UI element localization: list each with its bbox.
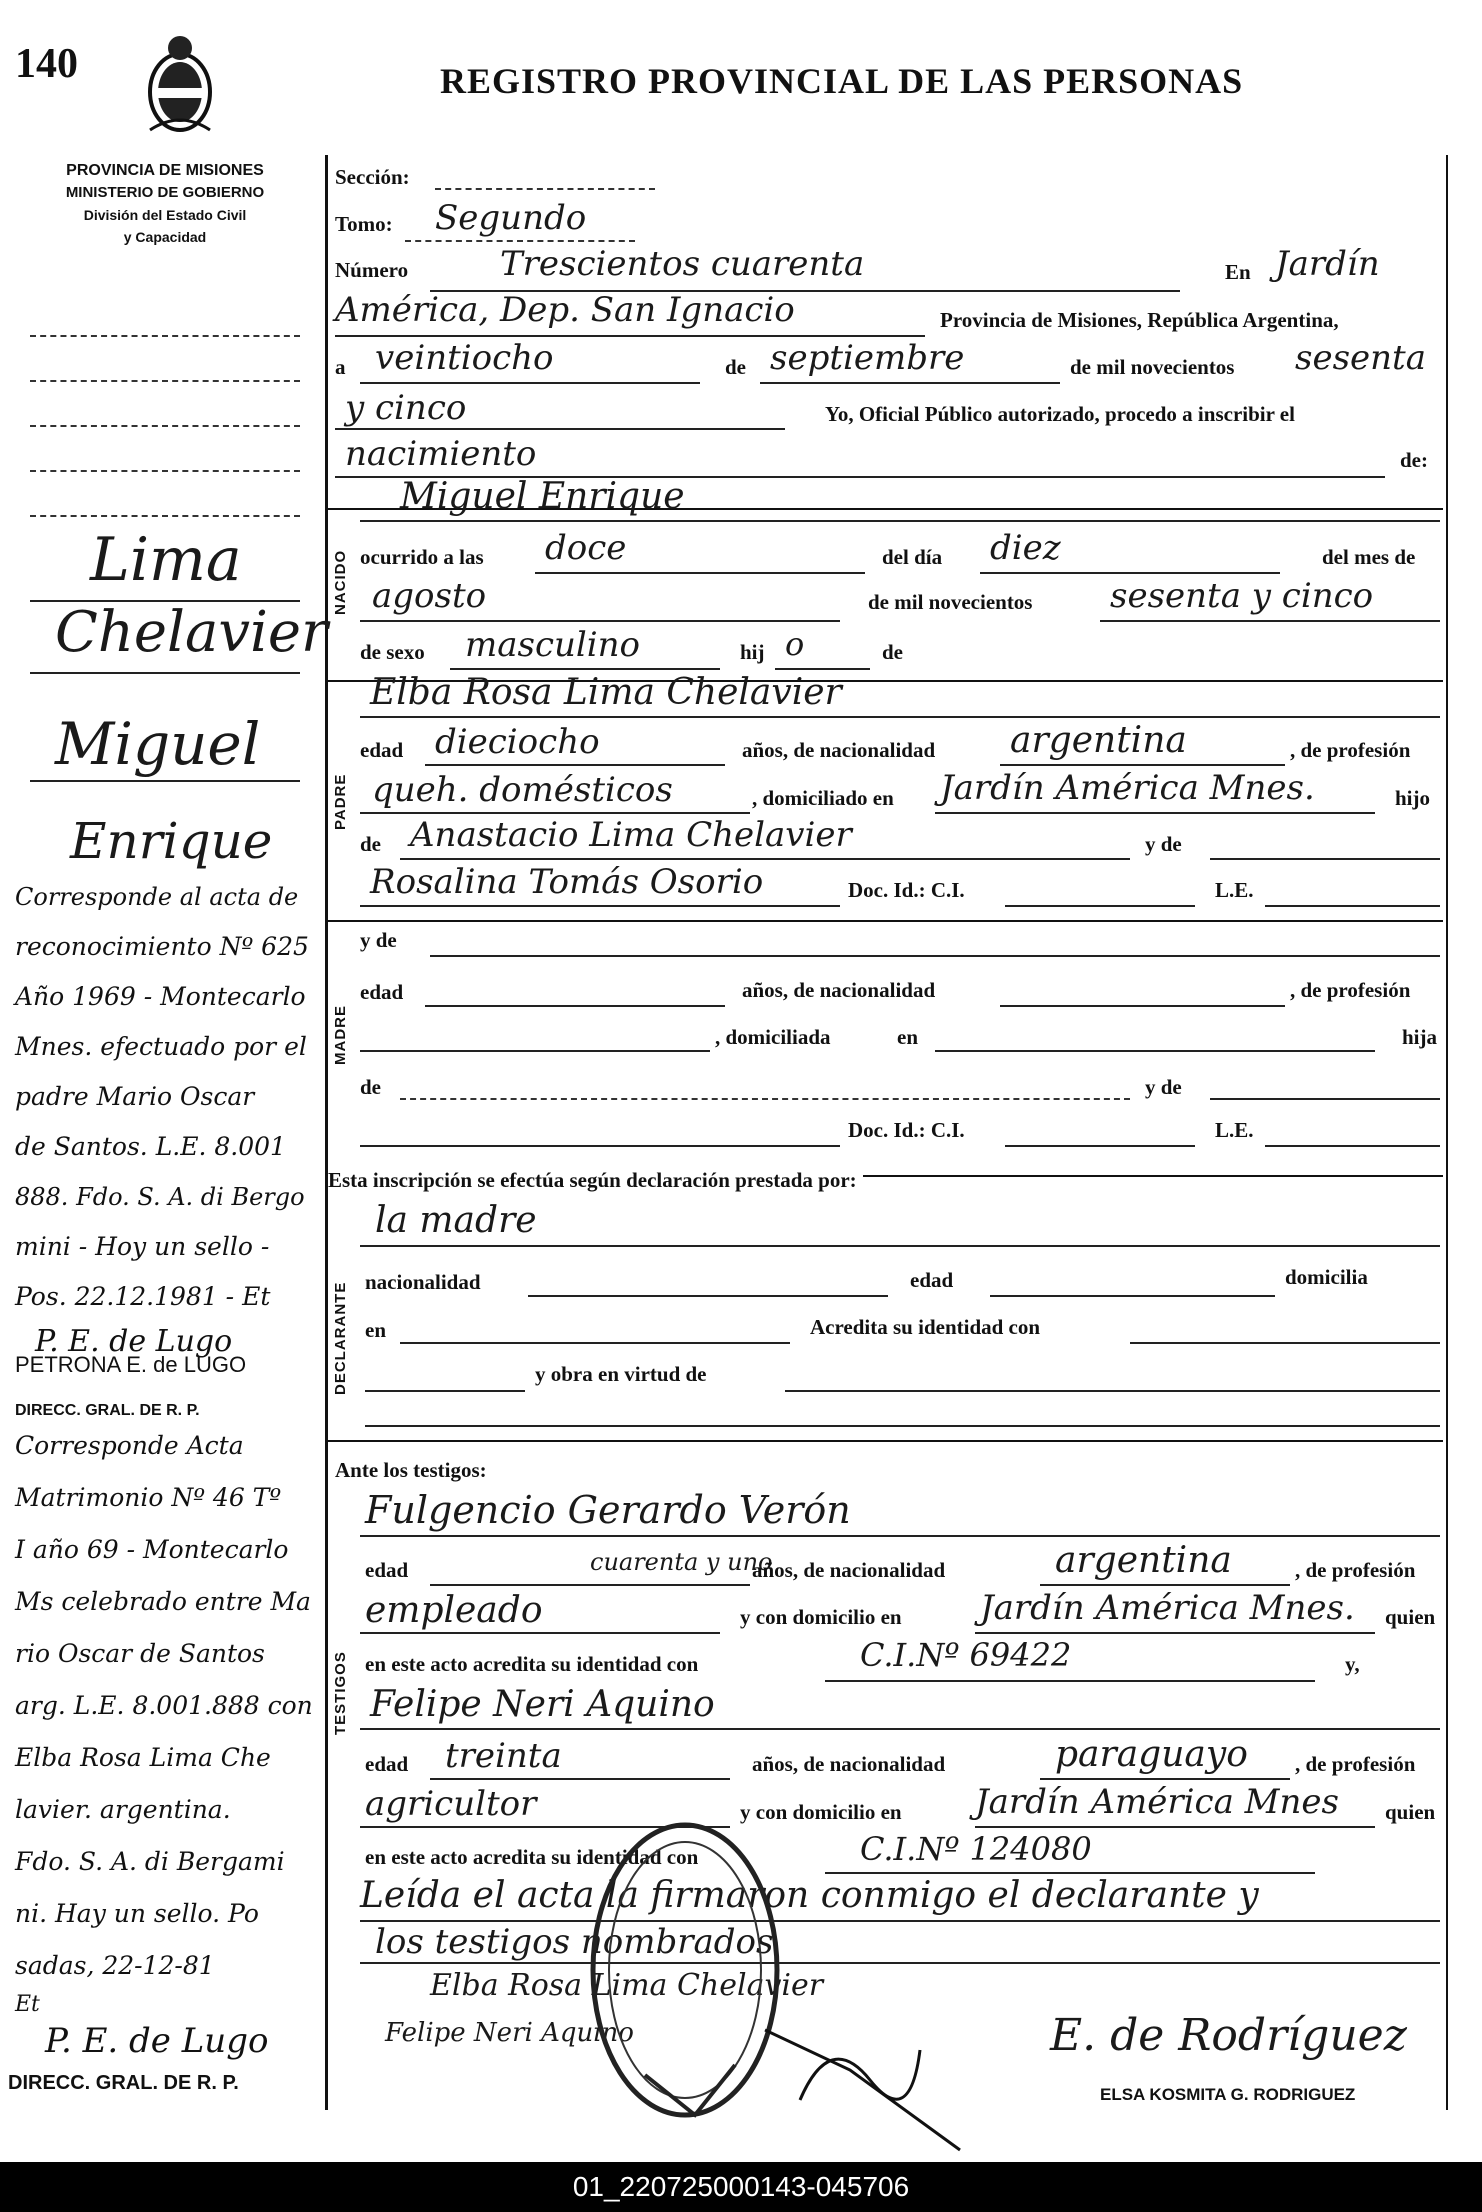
label-madre-y-de-2: y de (1145, 1075, 1182, 1099)
label-del-dia: del día (882, 545, 943, 569)
value-lugar-1: Jardín (1275, 244, 1380, 284)
label-a: a (335, 355, 346, 379)
margin-note-1-line: mini - Hoy un sello - (15, 1232, 270, 1261)
label-nacido-mil: de mil novecientos (868, 590, 1033, 614)
nacido-mes: agosto (372, 576, 487, 616)
cierre-linea-1: Leída el acta la firmaron conmigo el declarante y (360, 1875, 1259, 1916)
margin-note-2-line: Ms celebrado entre Ma (15, 1587, 311, 1616)
margin-note-1-line: padre Mario Oscar (15, 1082, 255, 1111)
padre-nacionalidad: argentina (1010, 720, 1187, 761)
label-madre-domiciliada: , domiciliada (715, 1025, 831, 1049)
label-padre-anios: años, de nacionalidad (742, 738, 936, 762)
label-hij: hij (740, 640, 765, 664)
official-seal-icon (585, 1815, 785, 2125)
label-madre-de: de (360, 1075, 381, 1099)
label-t1-profesion: , de profesión (1295, 1558, 1416, 1582)
label-padre-y-de: y de (1145, 832, 1182, 856)
label-tomo: Tomo: (335, 212, 393, 236)
section-label-madre: MADRE (332, 1005, 349, 1065)
margin-note-1-line: P. E. de Lugo (35, 1324, 233, 1359)
label-t1-anios: años, de nacionalidad (752, 1558, 946, 1582)
label-declarante-en: en (365, 1318, 386, 1342)
rule-testigos-top (325, 1440, 1443, 1442)
value-mes-inscripcion: septiembre (770, 338, 965, 378)
label-madre-le: L.E. (1215, 1118, 1254, 1142)
nacido-dia: diez (990, 528, 1061, 568)
margin-note-2-line: I año 69 - Montecarlo (15, 1535, 289, 1564)
margin-note-2-line: ni. Hay un sello. Po (15, 1899, 259, 1928)
label-declarante-obra: y obra en virtud de (535, 1362, 707, 1386)
margin-note-1-line: de Santos. L.E. 8.001 (15, 1132, 286, 1161)
value-numero: Trescientos cuarenta (500, 244, 865, 284)
department-heading (30, 160, 300, 248)
label-madre-profesion: , de profesión (1290, 978, 1411, 1002)
nacido-nombre: Miguel Enrique (400, 476, 685, 517)
margin-note-2-line: arg. L.E. 8.001.888 con (15, 1691, 313, 1720)
label-madre-hija: hija (1402, 1025, 1438, 1049)
dept-line-3: División del Estado Civil (83, 207, 247, 223)
testigo-2-edad: treinta (445, 1736, 562, 1776)
firma-oficial: E. de Rodríguez (1050, 2010, 1407, 2061)
label-declarante-acredita: Acredita su identidad con (810, 1315, 1041, 1339)
label-padre-de: de (360, 832, 381, 856)
label-madre-y-de: y de (360, 928, 397, 952)
padre-domicilio: Jardín América Mnes. (940, 768, 1315, 808)
margin-stamp-1: PETRONA E. de LUGO (15, 1352, 247, 1377)
label-t1-edad: edad (365, 1558, 409, 1582)
label-declarante-domicilia: domicilia (1285, 1265, 1368, 1289)
cierre-linea-2: los testigos nombrados (375, 1922, 774, 1962)
testigo-1-domicilio: Jardín América Mnes. (980, 1588, 1355, 1628)
margin-note-2-line: Et (15, 1992, 40, 2017)
label-t1-quien: quien (1385, 1605, 1436, 1629)
margin-note-2-line: Matrimonio Nº 46 Tº (15, 1483, 282, 1512)
testigo-2-profesion: agricultor (365, 1784, 537, 1824)
testigo-1-doc: C.I.Nº 69422 (860, 1636, 1072, 1674)
label-padre-profesion: , de profesión (1290, 738, 1411, 762)
coat-of-arms-icon (140, 30, 220, 140)
firma-testigo-2: Felipe Neri Aquino (385, 2018, 634, 2048)
margin-note-1 (15, 872, 335, 1362)
testigo-2-domicilio: Jardín América Mnes (975, 1782, 1339, 1822)
margin-note-2-line: Corresponde Acta (15, 1431, 244, 1460)
sello-oficial: ELSA KOSMITA G. RODRIGUEZ (1100, 2085, 1356, 2104)
label-padre-domicilio: , domiciliado en (752, 786, 894, 810)
label-de: de (725, 355, 746, 379)
page-number: 140 (15, 41, 78, 87)
margin-note-1-line: Año 1969 - Montecarlo (15, 982, 306, 1011)
testigo-2-doc: C.I.Nº 124080 (860, 1830, 1092, 1868)
label-declarante-edad: edad (910, 1268, 954, 1292)
margin-note-2-line: P. E. de Lugo (45, 2021, 269, 2061)
section-label-nacido: NACIDO (332, 549, 349, 615)
value-acto: nacimiento (345, 434, 537, 474)
value-lugar-2: América, Dep. San Ignacio (335, 290, 795, 330)
nacido-anio: sesenta y cinco (1110, 576, 1374, 616)
label-oficial: Yo, Oficial Público autorizado, procedo a inscribir el (825, 402, 1295, 426)
margin-apellido-1: Lima (90, 525, 242, 595)
padre-nombre: Elba Rosa Lima Chelavier (370, 672, 842, 713)
section-label-testigos: TESTIGOS (332, 1651, 349, 1735)
margin-note-2-line: Elba Rosa Lima Che (15, 1743, 271, 1772)
label-t2-profesion: , de profesión (1295, 1752, 1416, 1776)
label-nacido-de: de (882, 640, 903, 664)
dept-line-1: PROVINCIA DE MISIONES (66, 162, 264, 179)
section-label-padre: PADRE (332, 773, 349, 830)
testigo-2-nombre: Felipe Neri Aquino (370, 1684, 715, 1725)
nacido-hij-suffix: o (785, 625, 805, 663)
testigo-1-edad: cuarenta y uno (590, 1548, 773, 1576)
testigo-1-profesion: empleado (365, 1590, 543, 1631)
label-madre-anios: años, de nacionalidad (742, 978, 936, 1002)
padre-madre-de: Rosalina Tomás Osorio (370, 862, 764, 902)
margin-note-1-line: 888. Fdo. S. A. di Bergo (15, 1183, 305, 1211)
padre-padre-de: Anastacio Lima Chelavier (410, 815, 852, 855)
signature-stroke-icon (760, 2010, 1020, 2160)
label-declarante-nacionalidad: nacionalidad (365, 1270, 481, 1294)
label-madre-en: en (897, 1025, 918, 1049)
margin-nombre-1: Miguel (55, 710, 261, 778)
label-madre-doc: Doc. Id.: C.I. (848, 1118, 965, 1142)
label-seccion: Sección: (335, 165, 410, 189)
label-t1-y: y, (1345, 1652, 1360, 1676)
margin-note-2-line: Fdo. S. A. di Bergami (15, 1847, 285, 1876)
label-t1-acredita: en este acto acredita su identidad con (365, 1652, 699, 1676)
nacido-hora: doce (545, 528, 627, 568)
label-padre-le: L.E. (1215, 878, 1254, 902)
margin-nombre-2: Enrique (70, 812, 273, 870)
padre-edad: dieciocho (435, 722, 600, 762)
label-padre-hijo: hijo (1395, 786, 1431, 810)
label-numero: Número (335, 258, 409, 282)
label-t2-domicilio: y con domicilio en (740, 1800, 902, 1824)
label-t2-acredita: en este acto acredita su identidad con (365, 1845, 699, 1869)
file-id-bar: 01_220725000143-045706 (0, 2162, 1482, 2212)
label-t2-quien: quien (1385, 1800, 1436, 1824)
value-anio-2: y cinco (345, 388, 467, 428)
label-padre-doc: Doc. Id.: C.I. (848, 878, 965, 902)
margin-stamp-1b: DIRECC. GRAL. DE R. P. (15, 1402, 200, 1419)
page-title: REGISTRO PROVINCIAL DE LAS PERSONAS (440, 61, 1244, 101)
margin-note-2 (15, 1420, 335, 2064)
label-sexo: de sexo (360, 640, 425, 664)
label-t2-edad: edad (365, 1752, 409, 1776)
margin-note-1-line: reconocimiento Nº 625 (15, 932, 309, 961)
value-dia-inscripcion: veintiocho (375, 338, 554, 378)
dept-line-2: MINISTERIO DE GOBIERNO (65, 184, 265, 201)
label-t2-anios: años, de nacionalidad (752, 1752, 946, 1776)
label-ocurrido: ocurrido a las (360, 545, 484, 569)
label-del-mes: del mes de (1322, 545, 1416, 569)
rule-madre-top (325, 920, 1443, 922)
margin-note-1-line: Pos. 22.12.1981 - Et (15, 1282, 271, 1311)
margin-note-1-line: Corresponde al acta de (15, 883, 299, 911)
label-padre-edad: edad (360, 738, 404, 762)
margin-apellido-2: Chelavier (55, 600, 328, 665)
margin-note-2-line: sadas, 22-12-81 (15, 1951, 215, 1980)
margin-note-1-line: Mnes. efectuado por el (15, 1032, 307, 1061)
label-madre-edad: edad (360, 980, 404, 1004)
label-en: En (1225, 260, 1251, 284)
label-ante-testigos: Ante los testigos: (335, 1458, 487, 1482)
declarante-nombre: la madre (375, 1200, 537, 1241)
firma-declarante: Elba Rosa Lima Chelavier (430, 1968, 824, 2003)
value-anio-1: sesenta (1295, 338, 1426, 378)
nacido-sexo: masculino (465, 625, 641, 665)
margin-note-2-line: rio Oscar de Santos (15, 1639, 265, 1668)
margin-note-2-line: lavier. argentina. (15, 1795, 231, 1824)
label-mil-novecientos: de mil novecientos (1070, 355, 1235, 379)
label-declarante-intro: Esta inscripción se efectúa según declaración prestada por: (328, 1168, 863, 1193)
testigo-1-nacionalidad: argentina (1055, 1540, 1232, 1581)
label-de-2: de: (1400, 448, 1428, 472)
padre-profesion: queh. domésticos (372, 770, 673, 810)
value-tomo: Segundo (435, 198, 587, 238)
testigo-2-nacionalidad: paraguayo (1055, 1734, 1248, 1775)
dept-line-4: y Capacidad (123, 229, 207, 245)
label-t1-domicilio: y con domicilio en (740, 1605, 902, 1629)
section-label-declarante: DECLARANTE (332, 1281, 349, 1395)
label-provincia: Provincia de Misiones, República Argentina, (940, 308, 1339, 332)
margin-stamp-2: DIRECC. GRAL. DE R. P. (8, 2072, 239, 2094)
testigo-1-nombre: Fulgencio Gerardo Verón (365, 1488, 851, 1532)
